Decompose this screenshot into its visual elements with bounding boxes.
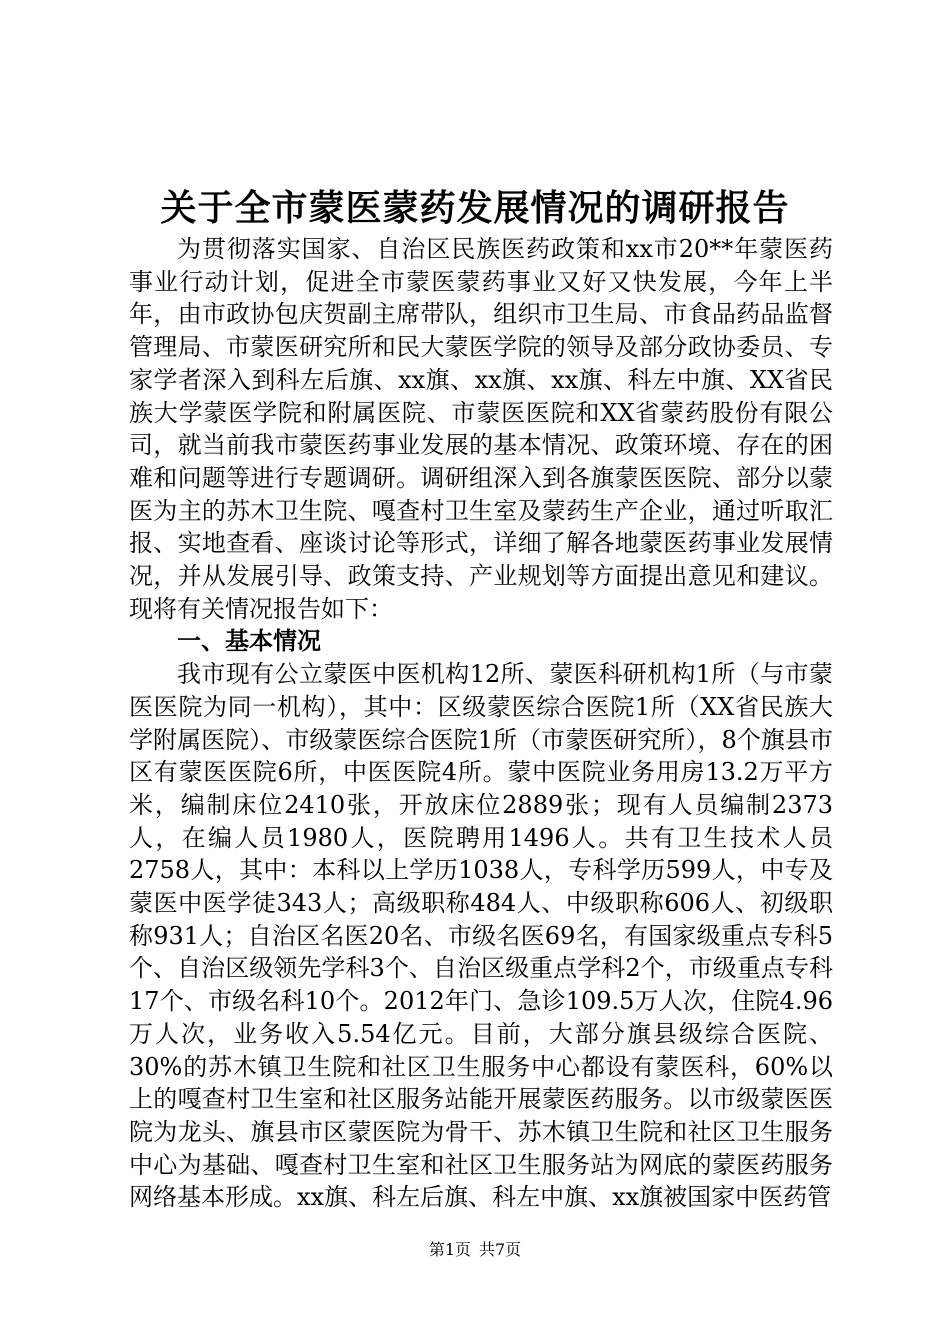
page-footer — [0, 1238, 950, 1262]
page-number-total: 共7页 — [479, 1240, 522, 1259]
section-paragraph-basic-situation: 我市现有公立蒙医中医机构12所、蒙医科研机构1所（与市蒙医医院为同一机构），其中：区级蒙医综合医院1所（XX省民族大学附属医院）、市级蒙医综合医院1所（市蒙医研究所），8个旗县市区有蒙医医院6所，中医医院4所。蒙中医院业务用房13.2万平方米，编制床位2410张，开放床位2889张；现有人员编制2373人，在编人员1980人，医院聘用1496人。共有卫生技术人员2758人，其中：本科以上学历1038人，专科学历599人，中专及蒙医中医学徒343人；高级职称484人、中级职称606人、初级职称931人；自治区名医20名、市级名医69名，有国家级重点专科5个、自治区级领先学科3个、自治区级重点学科2个，市级重点专科17个、市级名科10个。2012年门、急诊109.5万人次，住院4.96万人次，业务收入5.54亿元。目前，大部分旗县级综合医院、30%的苏木镇卫生院和社区卫生服务中心都设有蒙医科，60%以上的嘎查村卫生室和社区服务站能开展蒙医药服务。以市级蒙医医院为龙头、旗县市区蒙医院为骨干、苏木镇卫生院和社区卫生服务中心为基础、嘎查村卫生室和社区卫生服务站为网底的蒙医药服务网络基本形成。xx旗、科左后旗、科左中旗、xx旗被国家中医药管 — [129, 660, 833, 1212]
intro-paragraph: 为贯彻落实国家、自治区民族医药政策和xx市20**年蒙医药事业行动计划，促进全市蒙医蒙药事业又好又快发展，今年上半年，由市政协包庆贺副主席带队，组织市卫生局、市食品药品监督管理局、市蒙医研究所和民大蒙医学院的领导及部分政协委员、专家学者深入到科左后旗、xx旗、xx旗、xx旗、科左中旗、XX省民族大学蒙医学院和附属医院、市蒙医医院和XX省蒙药股份有限公司，就当前我市蒙医药事业发展的基本情况、政策环境、存在的困难和问题等进行专题调研。调研组深入到各旗蒙医医院、部分以蒙医为主的苏木卫生院、嘎查村卫生室及蒙药生产企业，通过听取汇报、实地查看、座谈讨论等形式，详细了解各地蒙医药事业发展情况，并从发展引导、政策支持、产业规划等方面提出意见和建议。现将有关情况报告如下： — [129, 235, 833, 623]
document-title: 关于全市蒙医蒙药发展情况的调研报告 — [160, 188, 790, 229]
section-heading-basic-situation: 一、基本情况 — [177, 627, 321, 656]
page-number-current: 第1页 — [428, 1240, 471, 1259]
document-body — [129, 233, 833, 1214]
